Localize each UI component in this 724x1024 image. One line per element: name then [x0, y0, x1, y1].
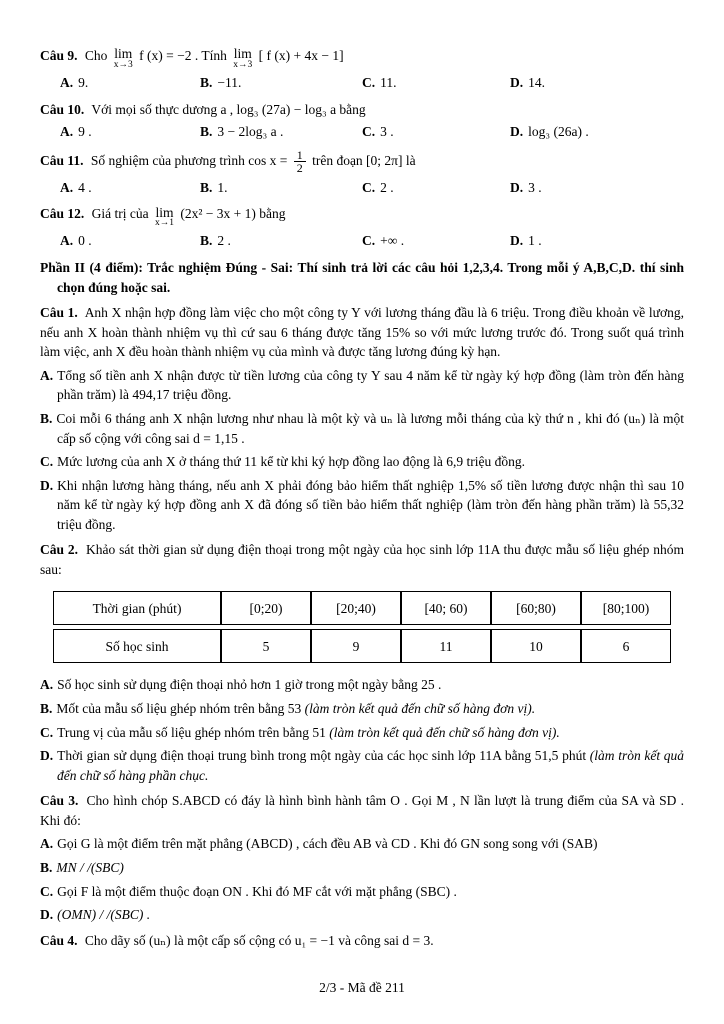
option-text: 3 .	[528, 179, 542, 195]
statement-letter: D.	[40, 477, 54, 493]
options-row	[40, 122, 684, 142]
option-text: 2 .	[380, 179, 394, 195]
question-3	[40, 791, 684, 924]
option-text: 9.	[78, 75, 89, 91]
statement-letter: C.	[40, 454, 54, 470]
question-10-text	[40, 100, 684, 120]
part1-section	[40, 46, 684, 251]
limit-subscript: x→3	[113, 60, 133, 70]
option-b	[200, 73, 362, 93]
statement-a	[40, 675, 684, 695]
option-text: 2 .	[217, 233, 231, 249]
table-cell: [0;20)	[221, 591, 311, 625]
statement-text: Số học sinh sử dụng điện thoại nhỏ hơn 1 giờ trong một ngày bằng 25 .	[57, 677, 442, 693]
statement-text: Trung vị của mẫu số liệu ghép nhóm trên bằng 51	[57, 724, 326, 740]
statement-b	[40, 858, 684, 878]
statement-text: Khi nhận lương hàng tháng, nếu anh X phải đóng bảo hiểm thất nghiệp 1,5% số tiền lương được nhận thì sau 10 năm kể từ ngày ký hợp đồng anh X đã đóng số tiền bảo hiểm thất nghiệp (làm tròn đến hàng phần trăm) là 55,32 triệu đồng.	[57, 477, 684, 532]
statement-letter: A.	[40, 836, 54, 852]
question-text-pre: Giá trị của	[91, 206, 149, 222]
table-cell: 5	[221, 629, 311, 663]
page-footer: 2/3 - Mã đề 211	[319, 980, 405, 996]
option-text: 3 − 2log₃ a .	[217, 124, 284, 140]
question-2-intro	[40, 540, 684, 579]
question-label: Câu 4.	[40, 932, 78, 948]
option-text: 11.	[380, 75, 397, 91]
question-text: Cho dãy số (uₙ) là một cấp số cộng có u₁ = −1 và công sai d = 3.	[84, 932, 434, 948]
question-label: Câu 10.	[40, 101, 85, 117]
option-letter: B.	[200, 179, 213, 195]
option-d	[510, 178, 684, 198]
table-header-row	[53, 591, 671, 625]
statement-c	[40, 882, 684, 902]
question-9-text	[40, 46, 684, 70]
statement-letter: C.	[40, 883, 54, 899]
option-d	[510, 231, 684, 251]
table-cell: [80;100)	[581, 591, 671, 625]
option-letter: D.	[510, 75, 524, 91]
statement-note: (làm tròn kết quả đến chữ số hàng đơn vị).	[304, 701, 536, 717]
fraction	[291, 149, 309, 175]
table-cell: [20;40)	[311, 591, 401, 625]
option-c	[362, 231, 510, 251]
question-text-pre: Cho	[84, 48, 108, 63]
question-label: Câu 2.	[40, 542, 79, 558]
option-letter: D.	[510, 179, 524, 195]
table-cell: Số học sinh	[53, 629, 221, 663]
option-c	[362, 178, 510, 198]
question-11-text	[40, 149, 684, 175]
option-text: 1.	[217, 179, 228, 195]
statement-note: (làm tròn kết quả đến chữ số hàng phần chục.	[57, 748, 685, 783]
question-intro-text: Anh X nhận hợp đồng làm việc cho một công ty Y với lương tháng đầu là 6 triệu. Trong điều khoản về lương, nếu anh X hoàn thành nhiệm vụ thì cứ sau 6 tháng được tăng 15% so với mức lương trước đó. Trong suốt quá trình làm việc, anh X đều hoàn thành nhiệm vụ của mình và được tăng lương đúng kỳ hạn.	[40, 305, 684, 360]
question-10	[40, 100, 684, 142]
question-label: Câu 9.	[40, 48, 78, 63]
statement-c	[40, 723, 684, 743]
question-4	[40, 931, 684, 951]
option-c	[362, 73, 510, 93]
question-1-intro	[40, 303, 684, 362]
question-label: Câu 12.	[40, 206, 85, 222]
question-4-text	[40, 931, 684, 951]
statement-text: Coi mỗi 6 tháng anh X nhận lương như nhau là một kỳ và uₙ là lương mỗi tháng của kỳ thứ n , khi đó (uₙ) là một cấp số cộng với công sai d = 1,15 .	[56, 410, 684, 446]
option-a	[60, 231, 200, 251]
part2-header: Phần II (4 điểm): Trắc nghiệm Đúng - Sai: Thí sinh trả lời các câu hỏi 1,2,3,4. Trong mỗi ý A,B,C,D. thí sinh chọn đúng hoặc sai.	[40, 260, 684, 295]
part2-section	[40, 258, 684, 950]
options-row	[40, 231, 684, 251]
option-text: log₃ (26a) .	[528, 124, 589, 140]
question-text: Với mọi số thực dương a , log₃ (27a) − log₃ a bằng	[91, 101, 366, 117]
question-12	[40, 204, 684, 251]
statement-letter: B.	[40, 410, 53, 426]
question-text-post: trên đoạn [0; 2π] là	[312, 152, 416, 168]
limit-word: lim	[155, 204, 174, 220]
option-text: 1 .	[528, 233, 542, 249]
statement-text: Gọi G là một điểm trên mặt phẳng (ABCD) , cách đều AB và CD . Khi đó GN song song với (SAB)	[57, 836, 598, 852]
question-2	[40, 540, 684, 785]
question-label: Câu 11.	[40, 152, 84, 168]
statement-text: MN / /(SBC)	[56, 859, 124, 875]
option-letter: B.	[200, 233, 213, 249]
option-text: 0 .	[78, 233, 92, 249]
statement-letter: B.	[40, 701, 53, 717]
fraction-denominator: 2	[296, 161, 303, 176]
option-text: 3 .	[380, 124, 394, 140]
statement-b	[40, 409, 684, 448]
option-a	[60, 73, 200, 93]
limit-word: lim	[114, 46, 133, 62]
table-cell: 6	[581, 629, 671, 663]
limit-word: lim	[233, 46, 252, 62]
statement-a	[40, 366, 684, 405]
option-letter: C.	[362, 124, 376, 140]
option-b	[200, 231, 362, 251]
option-d	[510, 122, 684, 142]
options-row	[40, 73, 684, 93]
statement-text: Tổng số tiền anh X nhận được từ tiền lương của công ty Y sau 4 năm kể từ ngày ký hợp đồng (làm tròn đến hàng phần trăm) là 494,17 triệu đồng.	[57, 367, 684, 403]
option-letter: B.	[200, 124, 213, 140]
question-12-text	[40, 204, 684, 228]
table-data-row	[53, 629, 671, 663]
statement-text: Gọi F là một điểm thuộc đoạn ON . Khi đó MF cắt với mặt phẳng (SBC) .	[57, 883, 457, 899]
option-text: 14.	[528, 75, 545, 91]
option-letter: A.	[60, 233, 74, 249]
option-letter: A.	[60, 75, 74, 91]
option-b	[200, 178, 362, 198]
statement-text: Thời gian sử dụng điện thoại trung bình trong một ngày của các học sinh lớp 11A bằng 51,5 phút	[57, 748, 587, 764]
statement-note: (làm tròn kết quả đến chữ số hàng đơn vị).	[329, 724, 560, 740]
question-text-post: (2x² − 3x + 1) bằng	[180, 206, 286, 222]
question-text-pre: Số nghiệm của phương trình cos x =	[90, 152, 288, 168]
statement-letter: D.	[40, 907, 54, 923]
option-letter: C.	[362, 179, 376, 195]
question-3-intro	[40, 791, 684, 830]
option-text: 9 .	[78, 124, 92, 140]
limit-subscript: x→1	[155, 218, 174, 229]
limit-expression	[111, 48, 136, 70]
statement-d	[40, 476, 684, 535]
question-11	[40, 149, 684, 198]
statement-text: Mức lương của anh X ở tháng thứ 11 kể từ khi ký hợp đồng lao động là 6,9 triệu đồng.	[57, 454, 525, 470]
statement-letter: D.	[40, 748, 54, 764]
statement-text: (OMN) / /(SBC) .	[57, 907, 151, 923]
option-d	[510, 73, 684, 93]
option-letter: B.	[200, 75, 213, 91]
statement-letter: B.	[40, 859, 53, 875]
limit-expression	[152, 204, 177, 229]
question-label: Câu 3.	[40, 793, 79, 809]
table-cell: 9	[311, 629, 401, 663]
statement-letter: A.	[40, 677, 54, 693]
option-b	[200, 122, 362, 142]
frequency-table	[53, 587, 671, 667]
statement-c	[40, 452, 684, 472]
fraction-numerator: 1	[294, 149, 306, 163]
table-cell: 10	[491, 629, 581, 663]
statement-text: Mốt của mẫu số liệu ghép nhóm trên bằng 53	[56, 701, 302, 717]
option-text: +∞ .	[380, 233, 405, 249]
option-letter: A.	[60, 124, 74, 140]
option-letter: C.	[362, 75, 376, 91]
options-row	[40, 178, 684, 198]
option-a	[60, 122, 200, 142]
question-label: Câu 1.	[40, 305, 78, 321]
question-intro-text: Khảo sát thời gian sử dụng điện thoại trong một ngày của học sinh lớp 11A thu được mẫu số liệu ghép nhóm sau:	[40, 542, 684, 577]
statement-d	[40, 905, 684, 925]
statement-a	[40, 834, 684, 854]
limit-subscript: x→3	[233, 60, 253, 70]
statement-letter: C.	[40, 724, 54, 740]
question-intro-text: Cho hình chóp S.ABCD có đáy là hình bình hành tâm O . Gọi M , N lần lượt là trung điểm của SA và SD . Khi đó:	[40, 793, 685, 828]
statement-b	[40, 699, 684, 719]
option-letter: C.	[362, 233, 376, 249]
question-text-post: [ f (x) + 4x − 1]	[258, 48, 344, 63]
table-cell: [60;80)	[491, 591, 581, 625]
option-c	[362, 122, 510, 142]
option-letter: A.	[60, 179, 74, 195]
question-1	[40, 303, 684, 534]
statement-letter: A.	[40, 367, 54, 383]
table-cell: 11	[401, 629, 491, 663]
option-letter: D.	[510, 124, 524, 140]
statement-d	[40, 746, 684, 785]
option-text: −11.	[217, 75, 242, 91]
limit-expression	[230, 48, 255, 70]
option-letter: D.	[510, 233, 524, 249]
option-text: 4 .	[78, 179, 92, 195]
option-a	[60, 178, 200, 198]
table-cell: Thời gian (phút)	[53, 591, 221, 625]
question-9	[40, 46, 684, 93]
table-cell: [40; 60)	[401, 591, 491, 625]
question-text-mid: f (x) = −2 . Tính	[139, 48, 227, 63]
